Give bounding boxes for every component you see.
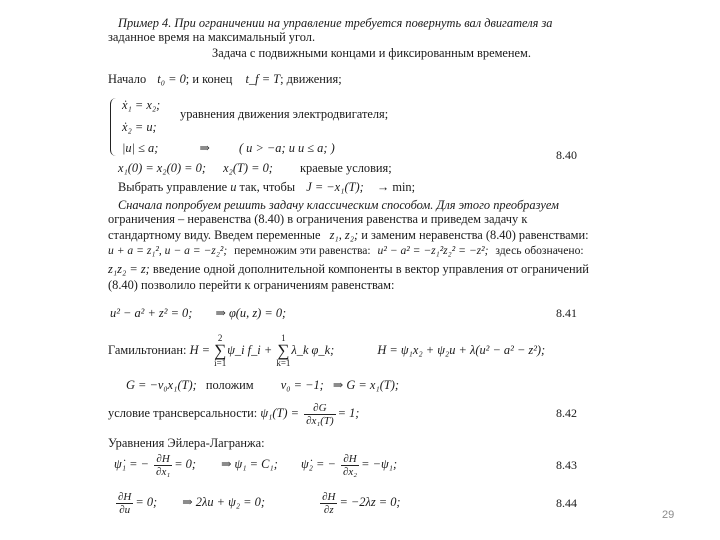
- euler-lagrange-heading: Уравнения Эйлера-Лагранжа:: [108, 436, 265, 450]
- fraction-dH-dx2: $\frac{\partial H}{\text{∂x₂}}$: [342, 452, 358, 478]
- sum-symbol-i: 2 ∑ i=1: [214, 333, 227, 368]
- stationarity-equations: $\frac{\partial H}{\partial u}$ = 0; ⇒ 2λu + ψ₂ = 0; $\frac{\partial H}{\partial z}$ = −2λz = 0;: [118, 490, 401, 516]
- equation-x2dot: ẋ₂ = u;: [122, 120, 157, 134]
- text-line-15: (8.40) позволило перейти к ограничениям равенствам:: [108, 278, 395, 292]
- fraction-dH-du: $\frac{\partial H}{\partial u}$: [118, 490, 132, 516]
- sum-symbol-k: 1 ∑ k=1: [276, 333, 291, 368]
- text-line-13: u + a = z₁², u − a = −z₂²; перемножим эти равенства: u² − a² = −z₁²z₂² = −z²; здесь обозначено:: [108, 244, 584, 257]
- hamiltonian-line: Гамильтониан: H = 2 ∑ i=1ψ_i f_i + 1 ∑ k=1λ_k φ_k; H = ψ₁x₂ + ψ₂u + λ(u² − a² − z²);: [108, 333, 546, 368]
- constraint-line: |u| ≤ a; ⇒ ( u > −a; и u ≤ a; ): [122, 141, 335, 155]
- system-brace: [110, 98, 119, 156]
- text-line-start-end: Начало t₀ = 0; и конец t_f = T; движения;: [108, 72, 342, 86]
- equality-constraint: u² − a² + z² = 0; ⇒ φ(u, z) = 0;: [110, 306, 287, 320]
- formula-tf: t_f = T: [245, 72, 281, 86]
- text-line-12: стандартному виду. Введем переменные z₁, z₂; и заменим неравенства (8.40) равенствами:: [108, 228, 589, 242]
- objective-line: Выбрать управление u так, чтобы J = −x₁(T); → min;: [118, 180, 416, 194]
- equation-number-8-44: 8.44: [556, 496, 577, 510]
- equation-number-8-42: 8.42: [556, 406, 577, 420]
- costate-equations: ψ̇₁ = − $\frac{\partial H}{\text{∂x₁}}$ = 0; ⇒ ψ₁ = C₁; ψ̇₂ = − $\frac{\partial H}{\text{∂x₂}}$ = −ψ₁;: [114, 452, 398, 478]
- equation-x1dot: ẋ₁ = x₂;: [122, 98, 161, 112]
- text-line-14: z₁z₂ = z; введение одной дополнительной компоненты в вектор управления от ограничений: [108, 262, 589, 276]
- text-line-problem-type: Задача с подвижными концами и фиксированным временем.: [212, 46, 531, 60]
- equation-number-8-41: 8.41: [556, 306, 577, 320]
- text-line-10: Сначала попробуем решить задачу классическим способом. Для этого преобразуем: [118, 198, 559, 212]
- transversality-line: условие трансверсальности: ψ₁(T) = $\frac{\partial G}{\text{∂x₁(T)}}$ = 1;: [108, 401, 360, 427]
- boundary-conditions: x₁(0) = x₂(0) = 0; x₂(T) = 0; краевые условия;: [118, 161, 392, 175]
- page-number: 29: [662, 509, 675, 521]
- equation-description: уравнения движения электродвигателя;: [180, 107, 389, 121]
- text-line-11: ограничения – неравенства (8.40) в ограничения равенства и приведем задачу к: [108, 212, 528, 226]
- text-line-example-title: [118, 16, 553, 30]
- fraction-dH-dx1: $\frac{\partial H}{\text{∂x₁}}$: [156, 452, 171, 478]
- example-heading: Пример 4. При ограничении на управление требуется повернуть вал двигателя за: [118, 16, 553, 30]
- terminal-cost-line: G = −ν₀x₁(T); положим ν₀ = −1; ⇒ G = x₁(T);: [126, 378, 399, 392]
- fraction-dH-dz: $\frac{\partial H}{\partial z}$: [322, 490, 336, 516]
- equation-number-8-43: 8.43: [556, 458, 577, 472]
- formula-t0: t₀ = 0: [157, 72, 186, 86]
- slide-page: [104, 8, 660, 526]
- text-line-2: заданное время на максимальный угол.: [108, 30, 316, 44]
- equation-number-8-40: 8.40: [556, 148, 577, 162]
- implies-arrow: ⇒: [199, 141, 210, 155]
- fraction-dG-dx1T: $\frac{\partial G}{\text{∂x₁(T)}}$: [306, 401, 334, 427]
